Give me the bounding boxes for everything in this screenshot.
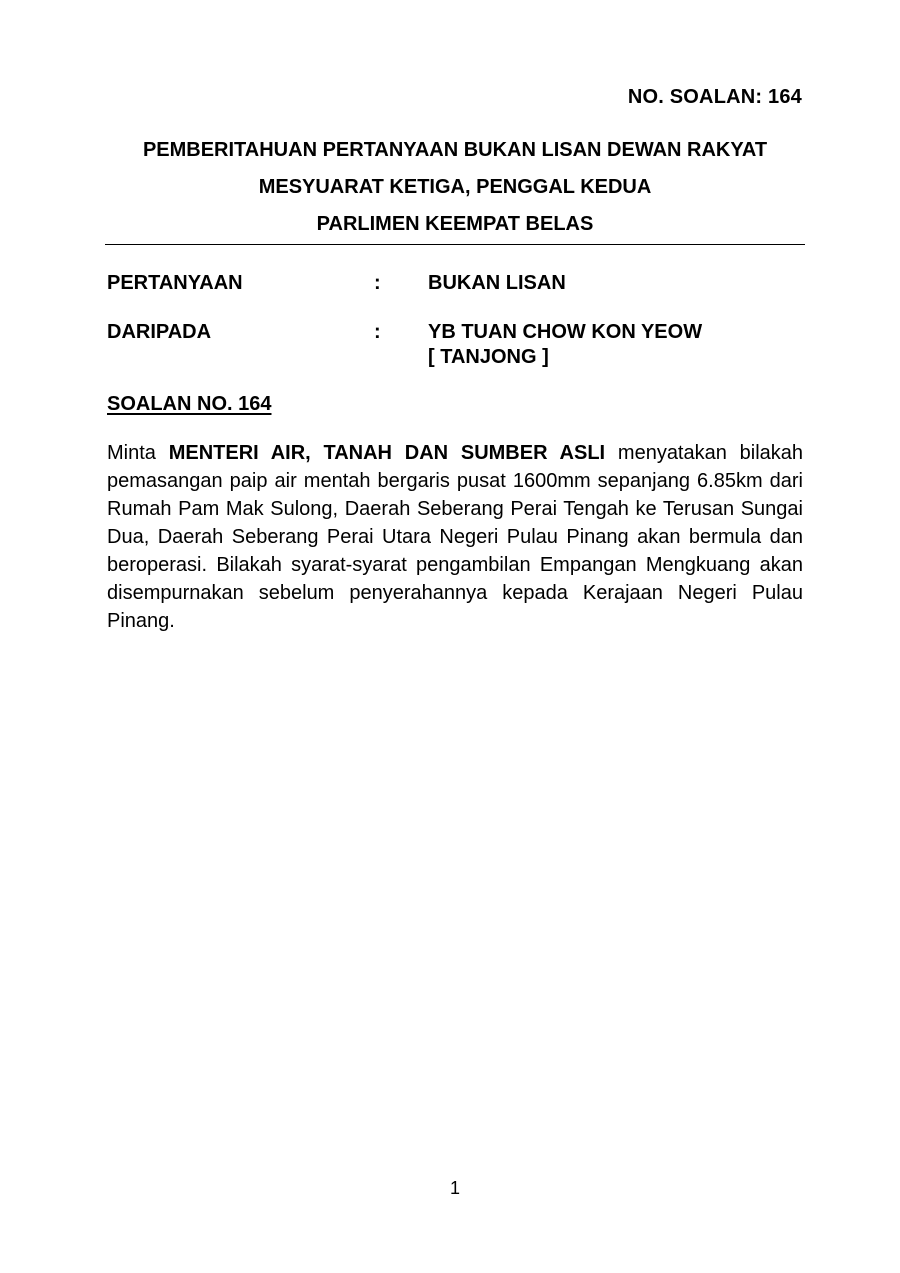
section-heading: SOALAN NO. 164 [107, 393, 272, 415]
pertanyaan-colon: : [374, 272, 381, 294]
question-text: menyatakan bilakah pemasangan paip air mentah bergaris pusat 1600mm sepanjang 6.85km dari Rumah Pam Mak Sulong, Daerah Seberang Perai Tengah ke Terusan Sungai Dua, Daerah Seberang Perai Utara Negeri Pulau Pinang akan bermula dan beroperasi. Bilakah syarat-syarat pengambilan Empangan Mengkuang akan disempurnakan sebelum penyerahannya kepada Kerajaan Negeri Pulau Pinang. [107, 442, 804, 632]
daripada-colon: : [374, 321, 381, 343]
question-intro: Minta [107, 442, 156, 464]
page-number: 1 [449, 1178, 460, 1198]
header-divider [105, 244, 805, 245]
minister-name: MENTERI AIR, TANAH DAN SUMBER ASLI [168, 442, 606, 464]
header-title: PEMBERITAHUAN PERTANYAAN BUKAN LISAN DEWAN RAKYAT [142, 139, 768, 161]
pertanyaan-label: PERTANYAAN [107, 272, 243, 294]
header-parliament: PARLIMEN KEEMPAT BELAS [316, 213, 594, 235]
question-number: NO. SOALAN: 164 [627, 86, 802, 108]
daripada-label: DARIPADA [107, 321, 212, 343]
header-session: MESYUARAT KETIGA, PENGGAL KEDUA [258, 176, 652, 198]
document-header [105, 132, 805, 243]
daripada-value [428, 320, 702, 370]
pertanyaan-value: BUKAN LISAN [428, 272, 566, 294]
question-body [107, 439, 803, 635]
member-constituency: [ TANJONG ] [428, 346, 549, 368]
member-name: YB TUAN CHOW KON YEOW [428, 321, 703, 343]
